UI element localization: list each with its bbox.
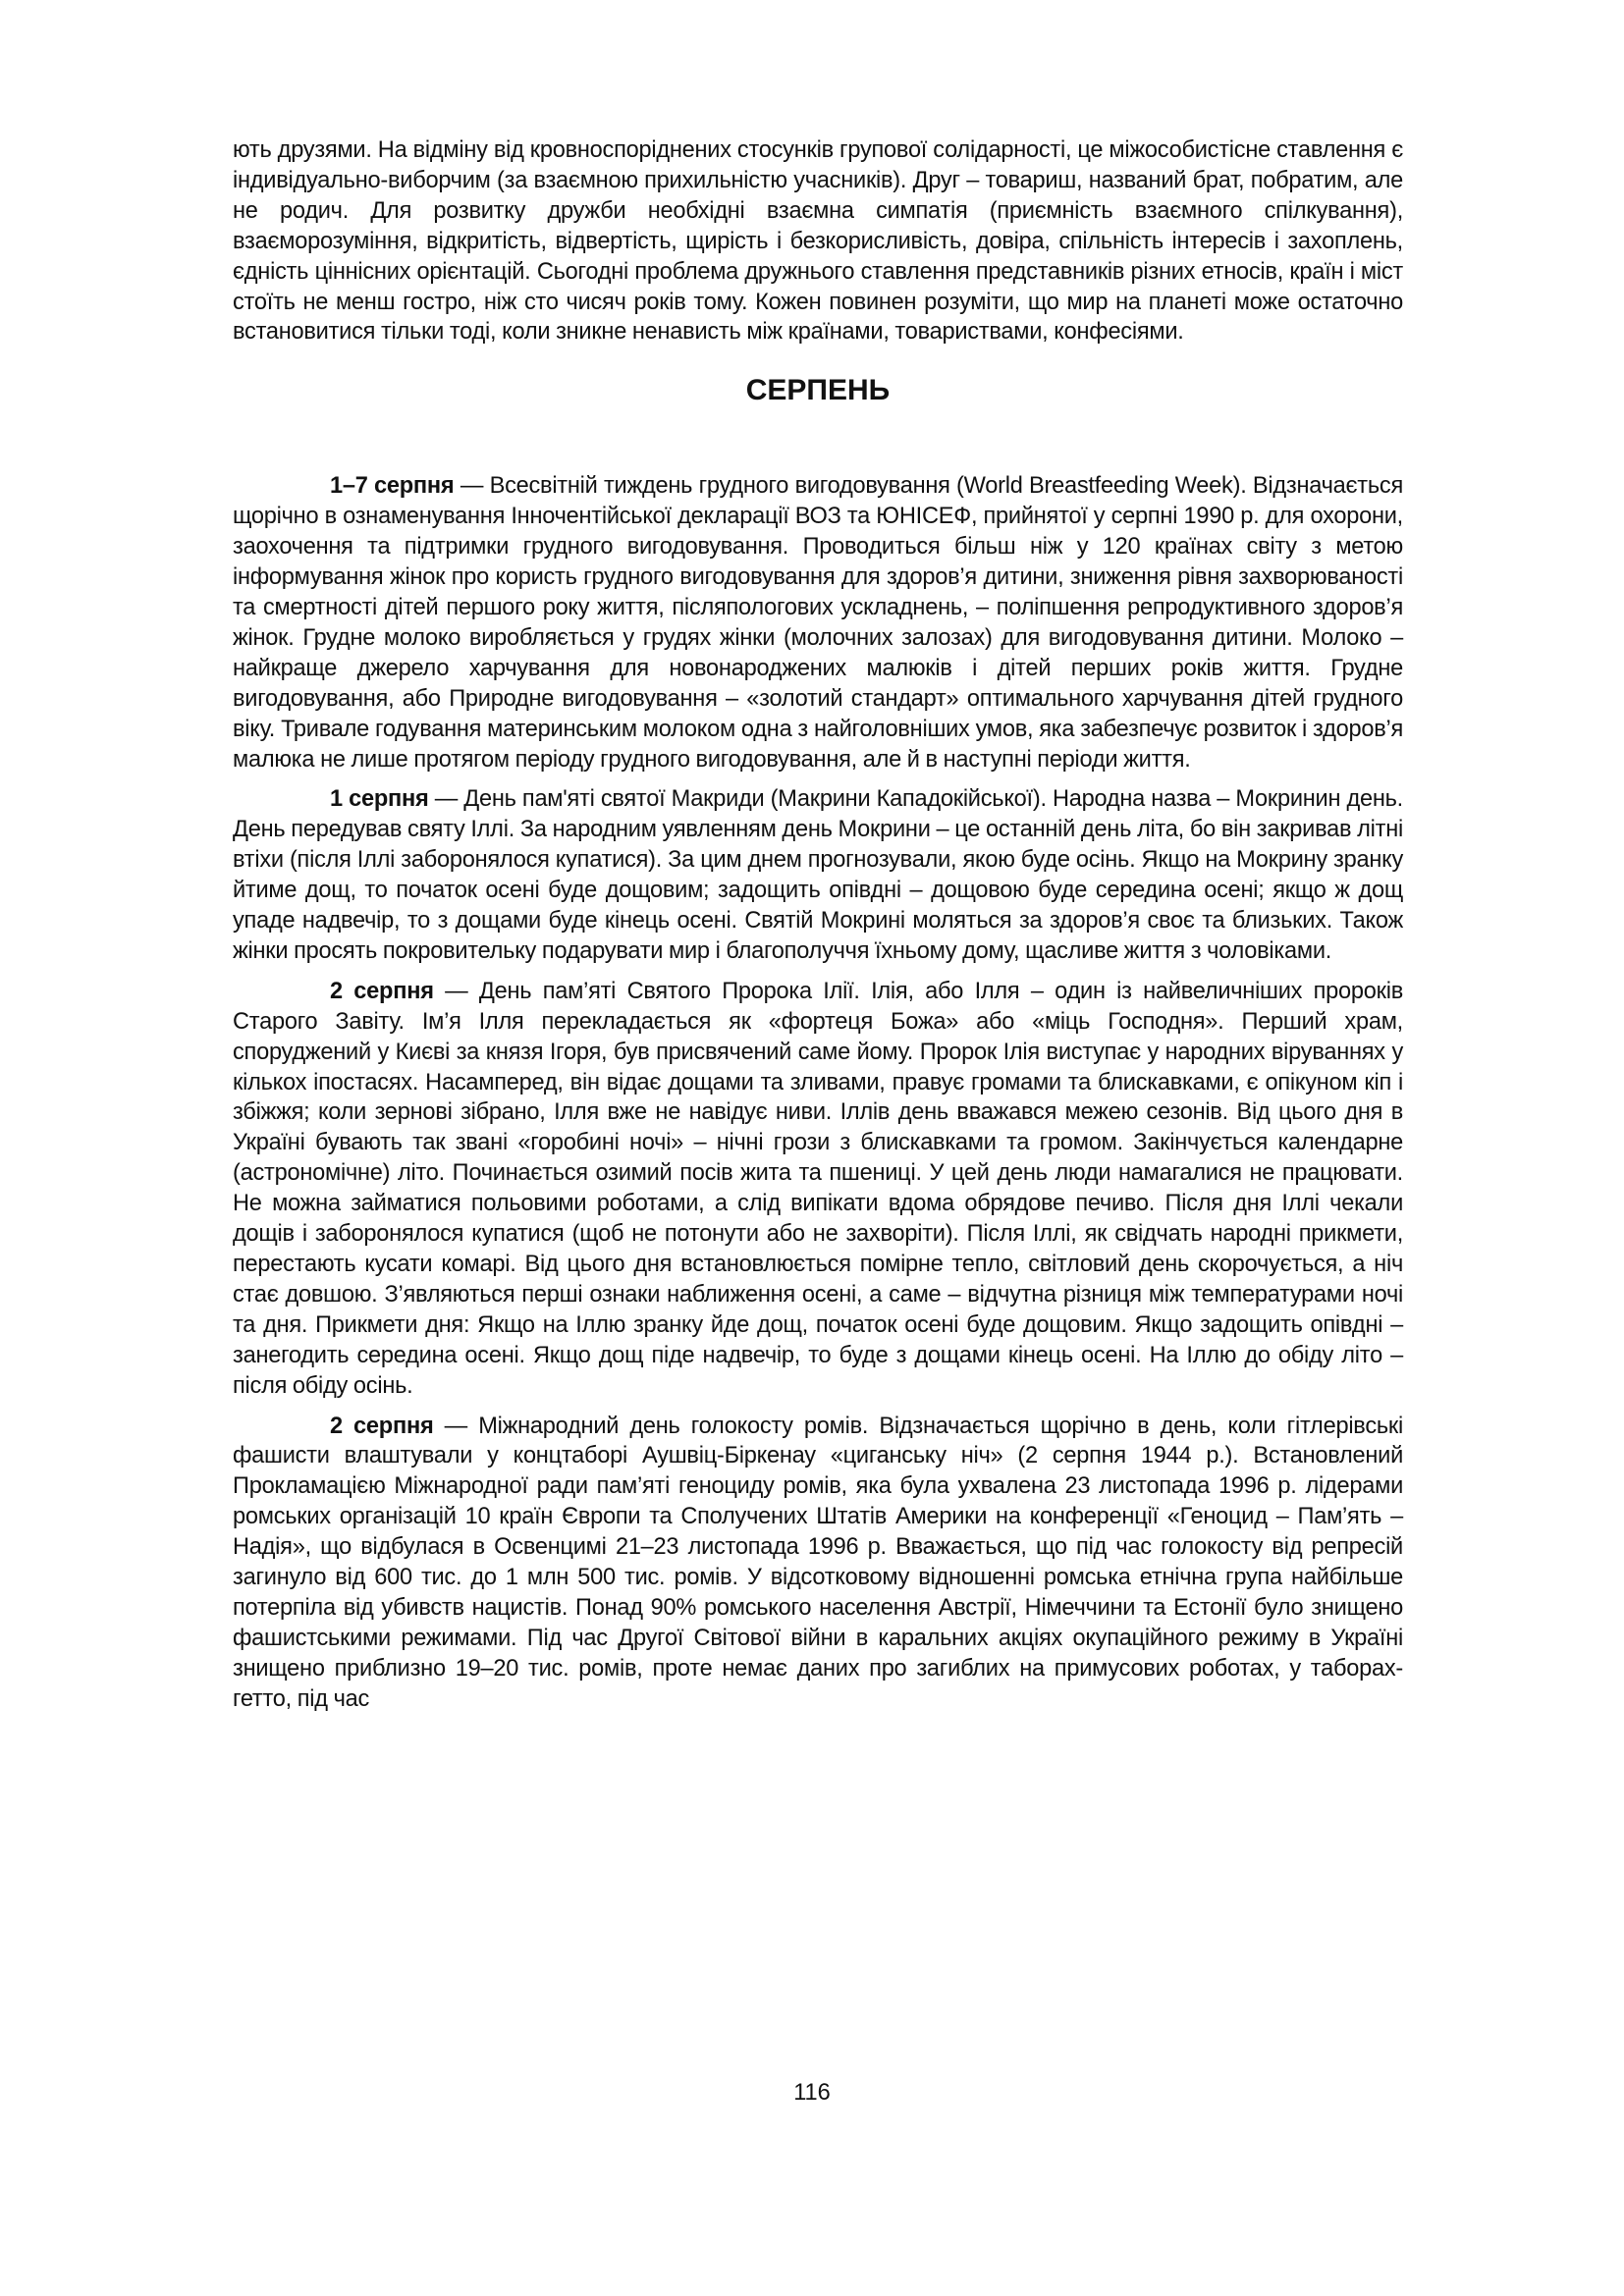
entry-paragraph [233,471,1403,774]
page-number: 116 [793,2080,831,2106]
entry-text: День пам’яті Святого Пророка Ілії. Ілія, або Ілля – один із найвеличніших пророків Старого Завіту. Ім’я Ілля перекладається як «фортеця Божа» або «міць Господня». Перший храм, споруджений у Києві за князя Ігоря, був присвячений саме йому. Пророк Ілія виступає у народних віруваннях у кількох іпостасях. Насамперед, він відає дощами та зливами, правує громами та блискавками, є опікуном кіп і збіжжя; коли зернові зібрано, Ілля вже не навідує ниви. Іллів день вважався межею сезонів. Від цього дня в Україні бувають так звані «горобині ночі» – нічні грози з блискавками та громом. Закінчується календарне (астрономічне) літо. Починається озимий посів жита та пшениці. У цей день люди намагалися не працювати. Не можна займатися польовими роботами, а слід випікати вдома обрядове печиво. Після дня Іллі чекали дощів і заборонялося купатися (щоб не потонути або не захворіти). Після Іллі, як свідчать народні прикмети, перестають кусати комарі. Від цього дня встановлюється помірне тепло, світловий день скорочується, а ніч стає довшою. З’являються перші ознаки наближення осені, а саме – відчутна різниця між температурами ночі та дня. Прикмети дня: Якщо на Іллю зранку йде дощ, початок осені буде дощовим. Якщо задощить опівдні – занегодить середина осені. Якщо дощ піде надвечір, то буде з дощами кінець осені. На Іллю до обіду літо – після обіду осінь. [233,978,1403,1399]
section-title: СЕРПЕНЬ [745,374,891,407]
entry-separator: — [428,786,464,813]
document-page [233,135,1403,1715]
entry-date: 1–7 серпня [330,473,455,500]
entry-paragraph [233,1412,1403,1715]
entry-text: Міжнародний день голокосту ромів. Відзначається щорічно в день, коли гітлерівські фашисти влаштували у концтаборі Аушвіц-Біркенау «циганську ніч» (2 серпня 1944 р.). Встановлений Прокламацією Міжнародної ради пам’яті геноциду ромів, яка була ухвалена 23 листопада 1996 р. лідерами ромських організацій 10 країн Європи та Сполучених Штатів Америки на конференції «Геноцид – Пам’ять – Надія», що відбулася в Освенцимі 21–23 листопада 1996 р. Вважається, що під час голокосту від репресій загинуло від 600 тис. до 1 млн 500 тис. ромів. У відсотковому відношенні ромська етнічна група найбільше потерпіла від убивств нацистів. Понад 90% ромського населення Австрії, Німеччини та Естонії було знищено фашистськими режимами. Під час Другої Світової війни в каральних акціях окупаційного режиму в Україні знищено приблизно 19–20 тис. ромів, проте немає даних про загиблих на примусових роботах, у таборах-гетто, під час [233,1413,1403,1712]
entry-paragraph [233,977,1403,1402]
intro-paragraph: ють друзями. На відміну від кровноспоріднених стосунків групової солідарності, це міжособистісне ставлення є індивідуально-виборчим (за взаємною прихильністю учасників). Друг – товариш, названий брат, побратим, але не родич. Для розвитку дружби необхідні взаємна симпатія (приємність взаємного спілкування), взаєморозуміння, відкритість, відвертість, щирість і безкорисливість, довіра, спільність інтересів і захоплень, єдність ціннісних орієнтацій. Сьогодні проблема дружнього ставлення представників різних етносів, країн і міст стоїть не менш гостро, ніж сто чисяч років тому. Кожен повинен розуміти, що мир на планеті може остаточно встановитися тільки тоді, коли зникне ненависть між країнами, товариствами, конфесіями. [233,137,1403,346]
entry-separator: — [454,473,490,500]
entry-date: 2 серпня [330,978,434,1004]
entry-date: 1 серпня [330,786,429,813]
entry-text: День пам'яті святої Макриди (Макрини Кападокійської). Народна назва – Мокринин день. День передував святу Іллі. За народним уявленням день Мокрини – це останній день літа, бо він закривав літні втіхи (після Іллі заборонялося купатися). За цим днем прогнозували, якою буде осінь. Якщо на Мокрину зранку йтиме дощ, то початок осені буде дощовим; задощить опівдні – дощовою буде середина осені; якщо ж дощ упаде надвечір, то з дощами буде кінець осені. Святій Мокрині моляться за здоров’я своє та близьких. Також жінки просять покровительку подарувати мир і благополуччя їхньому дому, щасливе життя з чоловіками. [233,786,1403,964]
entry-text: Всесвітній тиждень грудного вигодовування (World Breastfeeding Week). Відзначається щорічно в ознаменування Інночентійської декларації ВОЗ та ЮНІСЕФ, прийнятої у серпні 1990 р. для охорони, заохочення та підтримки грудного вигодовування. Проводиться більш ніж у 120 країнах світу з метою інформування жінок про користь грудного вигодовування для здоров’я дитини, зниження рівня захворюваності та смертності дітей першого року життя, післяпологових ускладнень, – поліпшення репродуктивного здоров’я жінок. Грудне молоко виробляється у грудях жінки (молочних залозах) для вигодовування дитини. Молоко – найкраще джерело харчування для новонароджених малюків і дітей перших років життя. Грудне вигодовування, або Природне вигодовування – «золотий стандарт» оптимального харчування дітей грудного віку. Тривале годування материнським молоком одна з найголовніших умов, яка забезпечує розвиток і здоров’я малюка не лише протягом періоду грудного вигодовування, але й в наступні періоди життя. [233,473,1403,773]
entry-date: 2 серпня [330,1413,434,1439]
entry-separator: — [433,978,479,1004]
entry-paragraph [233,784,1403,966]
entry-separator: — [433,1413,479,1439]
